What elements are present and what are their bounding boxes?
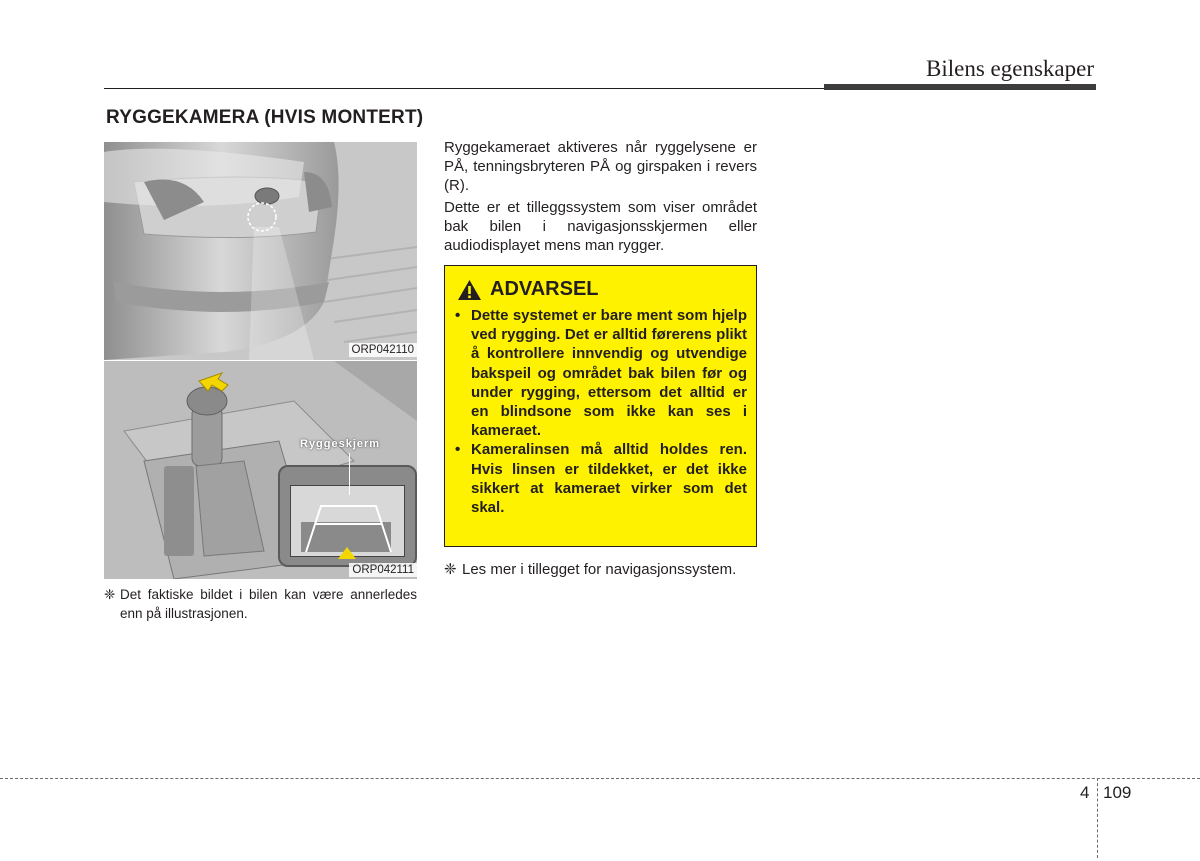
warning-item: • Dette systemet er bare ment som hjelp ved rygging. Det er alltid førerens plikt å kontrollere innvendig og utvendige bakspeil og området bak bilen før og under rygging, ettersom det alltid er en blindsone som ikke kan ses i kameraet. xyxy=(453,306,747,440)
figure-note-text: Det faktiske bildet i bilen kan være annerledes enn på illustrasjonen. xyxy=(120,587,417,621)
note-mark: ❈ xyxy=(444,561,457,578)
figure-note xyxy=(104,585,417,623)
section-heading: RYGGEKAMERA (HVIS MONTERT) xyxy=(106,107,424,128)
screen-callout-line xyxy=(349,453,350,495)
page-number: 109 xyxy=(1103,783,1132,802)
rear-view-screen-figure xyxy=(104,361,417,579)
warning-triangle-icon xyxy=(457,279,482,301)
rear-camera-figure xyxy=(104,142,417,360)
warning-item: • Kameralinsen må alltid holdes ren. Hvis linsen er tildekket, er det ikke sikkert at kameraet virker som det skal. xyxy=(453,440,747,517)
rear-view-screen-inset xyxy=(278,465,417,567)
header-rule xyxy=(104,88,824,89)
body-paragraph: Ryggekameraet aktiveres når ryggelysene er PÅ, tenningsbryteren PÅ og girspaken i revers (R). xyxy=(444,139,757,194)
warning-box xyxy=(444,265,757,547)
chapter-number: 4 xyxy=(1080,783,1090,802)
parking-guide-lines xyxy=(291,486,404,556)
navigation-note-text: Les mer i tillegget for navigasjonssystem. xyxy=(462,561,737,578)
car-rear-illustration xyxy=(104,142,417,360)
note-mark: ❈ xyxy=(104,587,116,602)
warning-title: ADVARSEL xyxy=(490,278,599,300)
figure-code: ORP042110 xyxy=(349,343,417,357)
screen-pointer-arrow xyxy=(338,547,356,559)
figure-code: ORP042111 xyxy=(349,563,417,577)
warning-header xyxy=(457,278,599,301)
screen-callout-label: Ryggeskjerm xyxy=(300,438,381,450)
footer-divider xyxy=(1097,778,1098,858)
footer-rule xyxy=(0,778,1200,779)
body-paragraph: Dette er et tilleggssystem som viser området bak bilen i navigasjonsskjermen eller audiodisplayet mens man rygger. xyxy=(444,199,757,254)
warning-list xyxy=(453,306,747,517)
running-header: Bilens egenskaper xyxy=(926,56,1094,81)
navigation-note xyxy=(444,560,757,579)
header-rule-bar xyxy=(824,84,1096,90)
